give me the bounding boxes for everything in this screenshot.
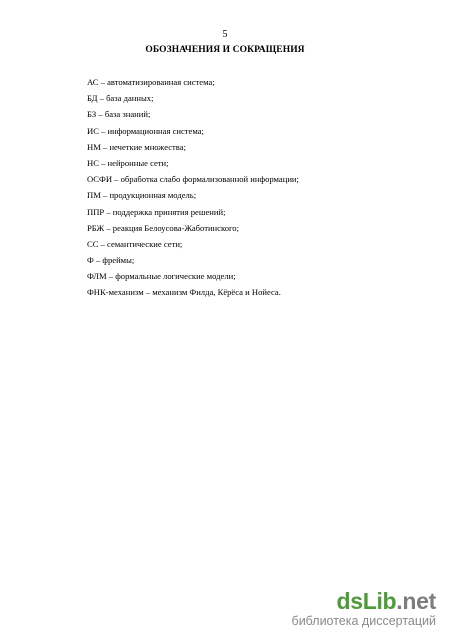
abbreviation-item: ПМ – продукционная модель;: [87, 190, 197, 201]
abbreviation-item: ИС – информационная система;: [87, 125, 204, 136]
logo-lib-text: Lib: [362, 588, 397, 614]
dslib-logo: [256, 589, 436, 613]
abbreviation-item: ФЛМ – формальные логические модели;: [87, 271, 236, 282]
logo-net-text: .net: [396, 588, 436, 614]
abbreviation-list: [87, 74, 417, 301]
abbreviation-item: Ф – фреймы;: [87, 255, 135, 266]
page-heading: ОБОЗНАЧЕНИЯ И СОКРАЩЕНИЯ: [145, 45, 305, 55]
abbreviation-item: НМ – нечеткие множества;: [87, 141, 186, 152]
abbreviation-item: БД – база данных;: [87, 93, 154, 104]
dslib-watermark: [256, 589, 436, 631]
abbreviation-item: СС – семантические сети;: [87, 238, 183, 249]
watermark-caption: библиотека диссертаций: [291, 614, 436, 628]
page-number: 5: [222, 29, 228, 40]
abbreviation-item: РБЖ – реакция Белоусова-Жаботинского;: [87, 222, 239, 233]
logo-ds-text: ds: [336, 588, 363, 614]
abbreviation-item: БЗ – база знаний;: [87, 109, 151, 120]
abbreviation-item: ОСФИ – обработка слабо формализованной информации;: [87, 174, 299, 185]
abbreviation-item: ППР – поддержка принятия решений;: [87, 206, 226, 217]
abbreviation-item: АС – автоматизированная система;: [87, 77, 215, 87]
abbreviation-item: ФНК-механизм – механизм Филда, Кёрёса и Нойеса.: [87, 287, 281, 298]
abbreviation-item: НС – нейронные сети;: [87, 157, 169, 168]
